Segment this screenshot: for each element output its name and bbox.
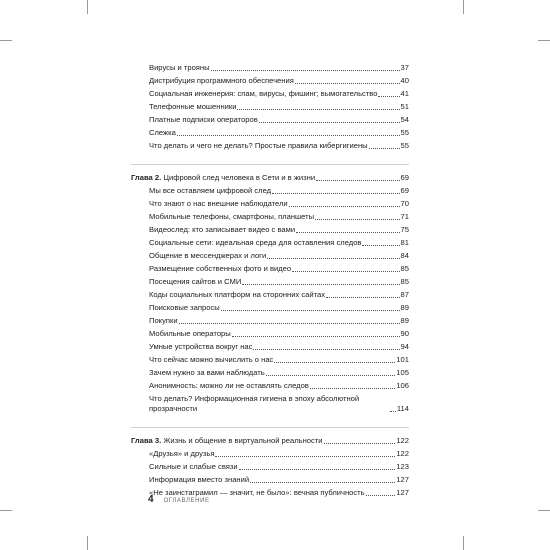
toc-entry-title: Что делать и чего не делать? Простые правила кибергигиены <box>149 141 368 150</box>
toc-entry[interactable] <box>149 303 409 313</box>
toc-entry-title: Анонимность: можно ли не оставлять следов <box>149 381 309 390</box>
toc-entry-title: Что знают о нас внешние наблюдатели <box>149 199 288 208</box>
toc-entry-page: 41 <box>400 89 409 98</box>
toc-entry-title: Мобильные телефоны, смартфоны, планшеты <box>149 212 315 221</box>
toc-entry-page: 94 <box>400 342 409 351</box>
crop-mark <box>87 536 88 550</box>
toc-entry-page: 127 <box>396 475 409 484</box>
leader-dots <box>237 109 399 110</box>
toc-entry-page: 127 <box>396 488 409 497</box>
toc-entry-title: Что делать? Информационная гигиена в эпоху абсолютной прозрачности <box>149 394 360 413</box>
toc-entry[interactable] <box>149 141 409 151</box>
toc-entry-page: 40 <box>400 76 409 85</box>
leader-dots <box>179 323 400 324</box>
toc-entry-title: Коды социальных платформ на сторонних сайтах <box>149 290 326 299</box>
running-footer-label: ОГЛАВЛЕНИЕ <box>163 498 210 504</box>
leader-dots <box>266 375 396 376</box>
crop-mark <box>463 536 464 550</box>
toc-entry-page: 89 <box>400 303 409 312</box>
toc-entry-page: 51 <box>400 102 409 111</box>
toc-entry-title: Что сейчас можно вычислить о нас <box>149 355 274 364</box>
toc-entry-page: 54 <box>400 115 409 124</box>
toc-entry-title: Социальная инженерия: спам, вирусы, фишинг; вымогательство <box>149 89 378 98</box>
leader-dots <box>390 411 396 412</box>
leader-dots <box>296 232 399 233</box>
toc-entry-title: Покупки <box>149 316 178 325</box>
toc-entry-title: Видеослед: кто записывает видео с вами <box>149 225 296 234</box>
toc-entry-title: Платные подписки операторов <box>149 115 258 124</box>
toc-entry-title: Мы все оставляем цифровой след <box>149 186 272 195</box>
leader-dots <box>250 482 395 483</box>
toc-entry[interactable] <box>149 89 409 99</box>
toc-entry[interactable] <box>149 186 409 196</box>
crop-mark <box>87 0 88 14</box>
leader-dots <box>267 258 399 259</box>
toc-entry-page: 122 <box>396 449 409 458</box>
toc-entry-title: Посещения сайтов и СМИ <box>149 277 242 286</box>
divider <box>131 164 409 165</box>
toc-entry[interactable] <box>149 394 409 414</box>
toc-entry[interactable] <box>149 449 409 459</box>
toc-entry-title: Мобильные операторы <box>149 329 231 338</box>
toc-entry-title: Слежка <box>149 128 176 137</box>
leader-dots <box>324 443 396 444</box>
toc-entry[interactable] <box>149 102 409 112</box>
toc-entry[interactable] <box>149 212 409 222</box>
toc-entry-page: 114 <box>396 404 409 413</box>
leader-dots <box>366 495 396 496</box>
toc-entry-title: Социальные сети: идеальная среда для оставления следов <box>149 238 362 247</box>
toc-entry-title: Информация вместо знаний <box>149 475 250 484</box>
toc-entry[interactable] <box>149 76 409 86</box>
toc-entry-title: «Не заинстаграмил — значит, не было»: вечная публичность <box>149 488 365 497</box>
toc-entry-page: 123 <box>396 462 409 471</box>
toc-entry[interactable] <box>149 290 409 300</box>
toc-entry-page: 84 <box>400 251 409 260</box>
chapter-label: Глава 2. <box>131 173 162 182</box>
toc-entry-page: 106 <box>396 381 409 390</box>
toc-entry-page: 71 <box>400 212 409 221</box>
toc-entry[interactable] <box>149 128 409 138</box>
leader-dots <box>378 96 399 97</box>
toc-entry-page: 90 <box>400 329 409 338</box>
toc-entry-page: 105 <box>396 368 409 377</box>
toc-section-3 <box>131 449 409 498</box>
toc-section-1 <box>131 63 409 151</box>
toc-entry-title: Зачем нужно за вами наблюдать <box>149 368 265 377</box>
divider <box>131 427 409 428</box>
leader-dots <box>369 148 400 149</box>
crop-mark <box>0 510 12 511</box>
leader-dots <box>239 469 396 470</box>
chapter-heading-2[interactable] <box>131 173 409 183</box>
toc-entry[interactable] <box>149 368 409 378</box>
toc-entry-page: 70 <box>400 199 409 208</box>
toc-entry-page: 55 <box>400 141 409 150</box>
toc-entry[interactable] <box>149 381 409 391</box>
leader-dots <box>315 219 400 220</box>
chapter-label: Глава 3. <box>131 436 162 445</box>
toc-entry[interactable] <box>149 225 409 235</box>
leader-dots <box>215 456 395 457</box>
leader-dots <box>362 245 399 246</box>
toc-entry-title: Размещение собственных фото и видео <box>149 264 292 273</box>
toc-entry-page: 89 <box>400 316 409 325</box>
toc-entry[interactable] <box>149 462 409 472</box>
toc-entry-title: Вирусы и трояны <box>149 63 210 72</box>
table-of-contents <box>131 63 409 501</box>
leader-dots <box>253 349 399 350</box>
toc-entry[interactable] <box>149 342 409 352</box>
crop-mark <box>463 0 464 14</box>
toc-entry-title: Телефонные мошенники <box>149 102 237 111</box>
chapter-heading-3[interactable] <box>131 436 409 446</box>
leader-dots <box>259 122 400 123</box>
toc-entry-title: «Друзья» и друзья <box>149 449 215 458</box>
page-number: 4 <box>148 494 154 505</box>
toc-section-2 <box>131 186 409 414</box>
leader-dots <box>289 206 400 207</box>
leader-dots <box>272 193 399 194</box>
toc-entry[interactable] <box>149 475 409 485</box>
leader-dots <box>274 362 395 363</box>
toc-entry[interactable] <box>149 115 409 125</box>
toc-entry-page: 69 <box>400 186 409 195</box>
toc-entry-page: 85 <box>400 277 409 286</box>
toc-entry[interactable] <box>149 264 409 274</box>
chapter-page: 122 <box>396 436 409 445</box>
leader-dots <box>316 180 399 181</box>
toc-entry-page: 55 <box>400 128 409 137</box>
chapter-title: Цифровой след человека в Сети и в жизни <box>163 173 316 182</box>
page-footer <box>148 494 210 505</box>
toc-entry-page: 87 <box>400 290 409 299</box>
toc-entry-title: Общение в мессенджерах и логи <box>149 251 267 260</box>
toc-entry-title: Поисковые запросы <box>149 303 220 312</box>
crop-mark <box>538 40 550 41</box>
toc-entry-title: Дистрибуция программного обеспечения <box>149 76 294 85</box>
leader-dots <box>292 271 399 272</box>
toc-entry[interactable] <box>149 277 409 287</box>
toc-entry-page: 75 <box>400 225 409 234</box>
toc-entry-title: Сильные и слабые связи <box>149 462 238 471</box>
leader-dots <box>310 388 395 389</box>
toc-entry-title: Умные устройства вокруг нас <box>149 342 253 351</box>
toc-entry[interactable] <box>149 329 409 339</box>
toc-entry[interactable] <box>149 199 409 209</box>
toc-entry-page: 85 <box>400 264 409 273</box>
leader-dots <box>326 297 400 298</box>
chapter-title: Жизнь и общение в виртуальной реальности <box>163 436 323 445</box>
toc-entry-page: 37 <box>400 63 409 72</box>
leader-dots <box>211 70 400 71</box>
leader-dots <box>242 284 399 285</box>
crop-mark <box>538 510 550 511</box>
leader-dots <box>221 310 400 311</box>
toc-entry[interactable] <box>149 238 409 248</box>
crop-mark <box>0 40 12 41</box>
leader-dots <box>232 336 400 337</box>
toc-entry[interactable] <box>149 251 409 261</box>
toc-entry[interactable] <box>149 355 409 365</box>
leader-dots <box>177 135 400 136</box>
leader-dots <box>295 83 400 84</box>
toc-entry-page: 101 <box>396 355 409 364</box>
chapter-page: 69 <box>400 173 409 182</box>
toc-entry[interactable] <box>149 63 409 73</box>
toc-entry-page: 81 <box>400 238 409 247</box>
toc-entry[interactable] <box>149 316 409 326</box>
